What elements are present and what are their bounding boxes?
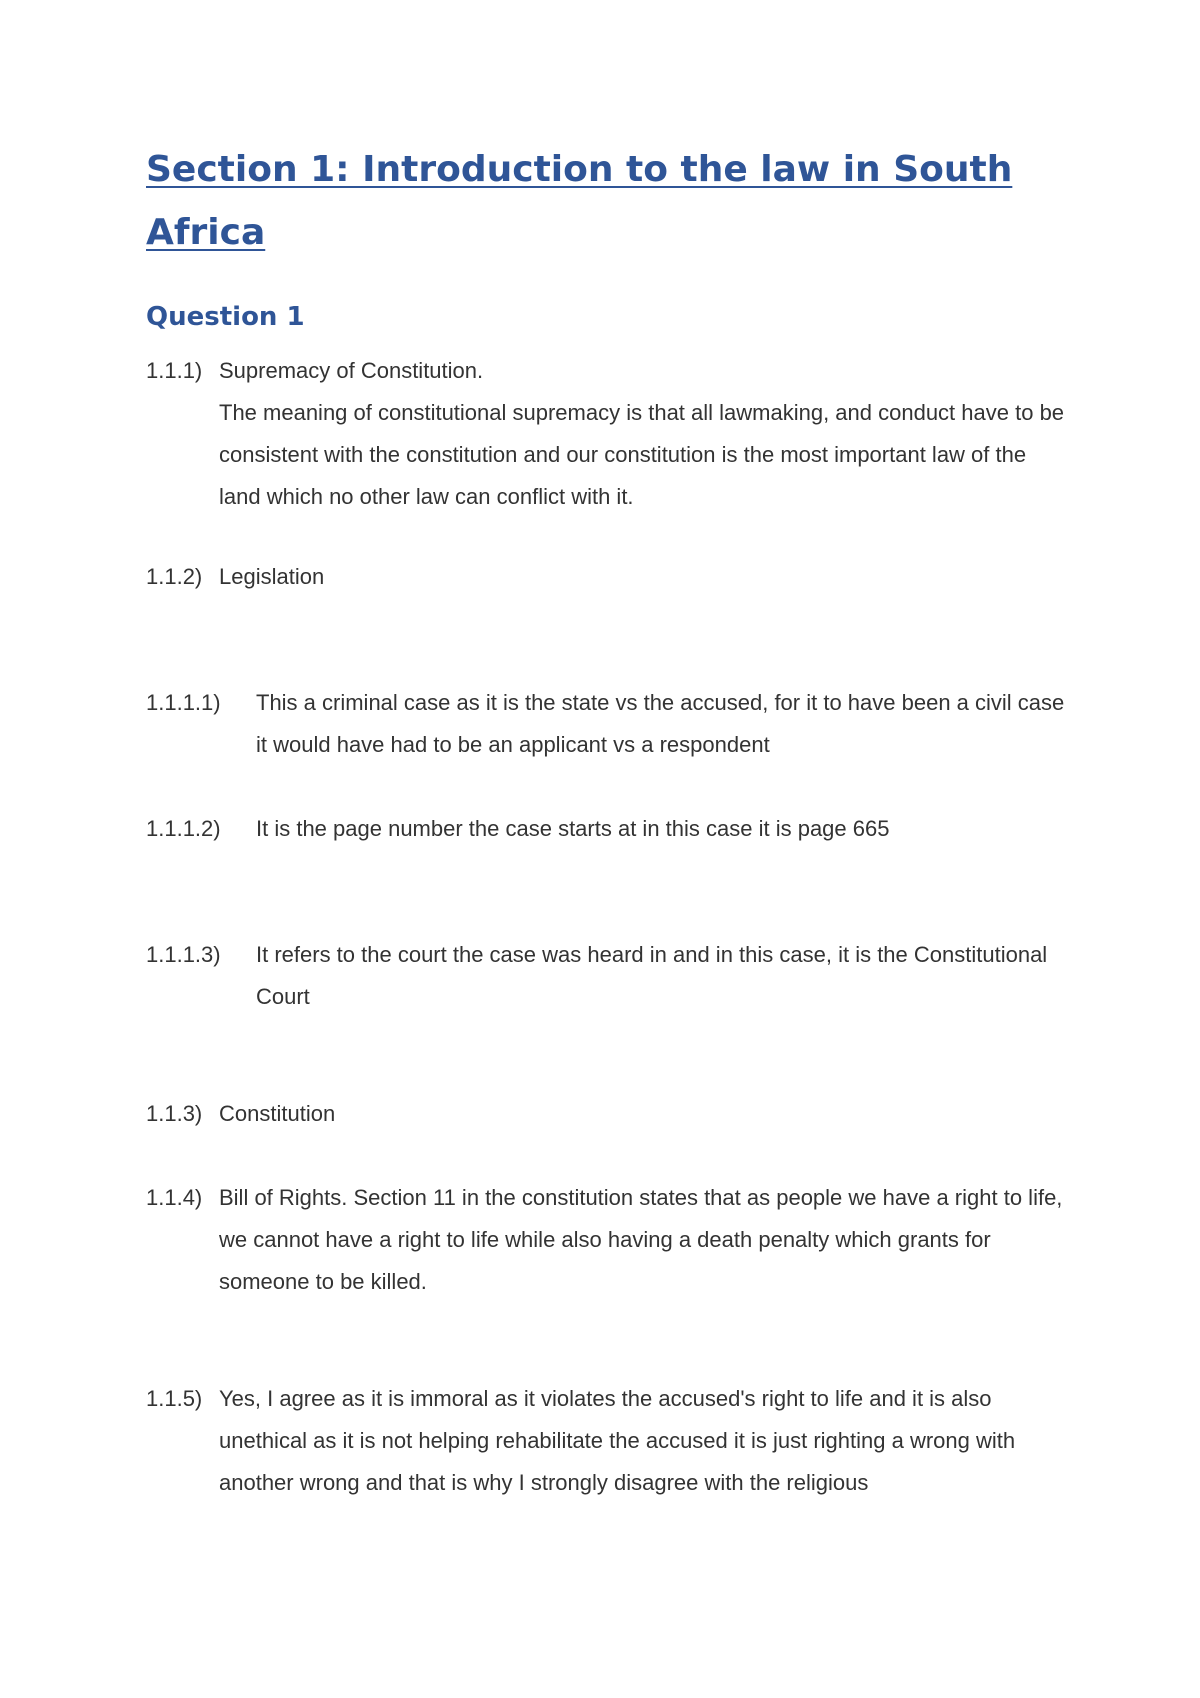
section-title: Section 1: Introduction to the law in South Africa: [146, 149, 1013, 253]
answer-1-1-1: [146, 350, 1066, 518]
item-number: 1.1.1.2): [146, 816, 221, 841]
item-text: Bill of Rights. Section 11 in the constitution states that as people we have a right to life, we cannot have a right to life while also having a death penalty which grants for someone to be killed.: [219, 1185, 1063, 1294]
item-number: 1.1.2): [146, 564, 203, 589]
question-heading: Question 1: [146, 302, 305, 332]
answer-1-1-1-1: [146, 682, 1066, 766]
answer-1-1-1-2: [146, 808, 1066, 850]
item-text: Supremacy of Constitution.: [219, 358, 484, 383]
item-text: Yes, I agree as it is immoral as it violates the accused's right to life and it is also unethical as it is not helping rehabilitate the accused it is just righting a wrong with another wrong and that is why I strongly disagree with the religious: [219, 1386, 1016, 1495]
item-text: It is the page number the case starts at in this case it is page 665: [256, 816, 890, 841]
item-text: It refers to the court the case was heard in and in this case, it is the Constitutional Court: [256, 942, 1048, 1009]
item-text: Constitution: [219, 1101, 336, 1126]
answer-1-1-2: [146, 556, 1066, 598]
item-number: 1.1.4): [146, 1185, 203, 1210]
item-number: 1.1.5): [146, 1386, 203, 1411]
item-detail: The meaning of constitutional supremacy is that all lawmaking, and conduct have to be consistent with the constitution and our constitution is the most important law of the land which no other law can conflict with it.: [219, 400, 1065, 509]
answer-1-1-1-3: [146, 934, 1066, 1018]
item-text: Legislation: [219, 564, 325, 589]
item-text: This a criminal case as it is the state vs the accused, for it to have been a civil case it would have had to be an applicant vs a respondent: [256, 690, 1065, 757]
answer-1-1-4: [146, 1177, 1066, 1303]
item-number: 1.1.1.1): [146, 690, 221, 715]
item-number: 1.1.3): [146, 1101, 203, 1126]
item-number: 1.1.1.3): [146, 942, 221, 967]
item-number: 1.1.1): [146, 358, 203, 383]
answer-1-1-5: [146, 1378, 1066, 1504]
answer-1-1-3: [146, 1093, 1066, 1135]
